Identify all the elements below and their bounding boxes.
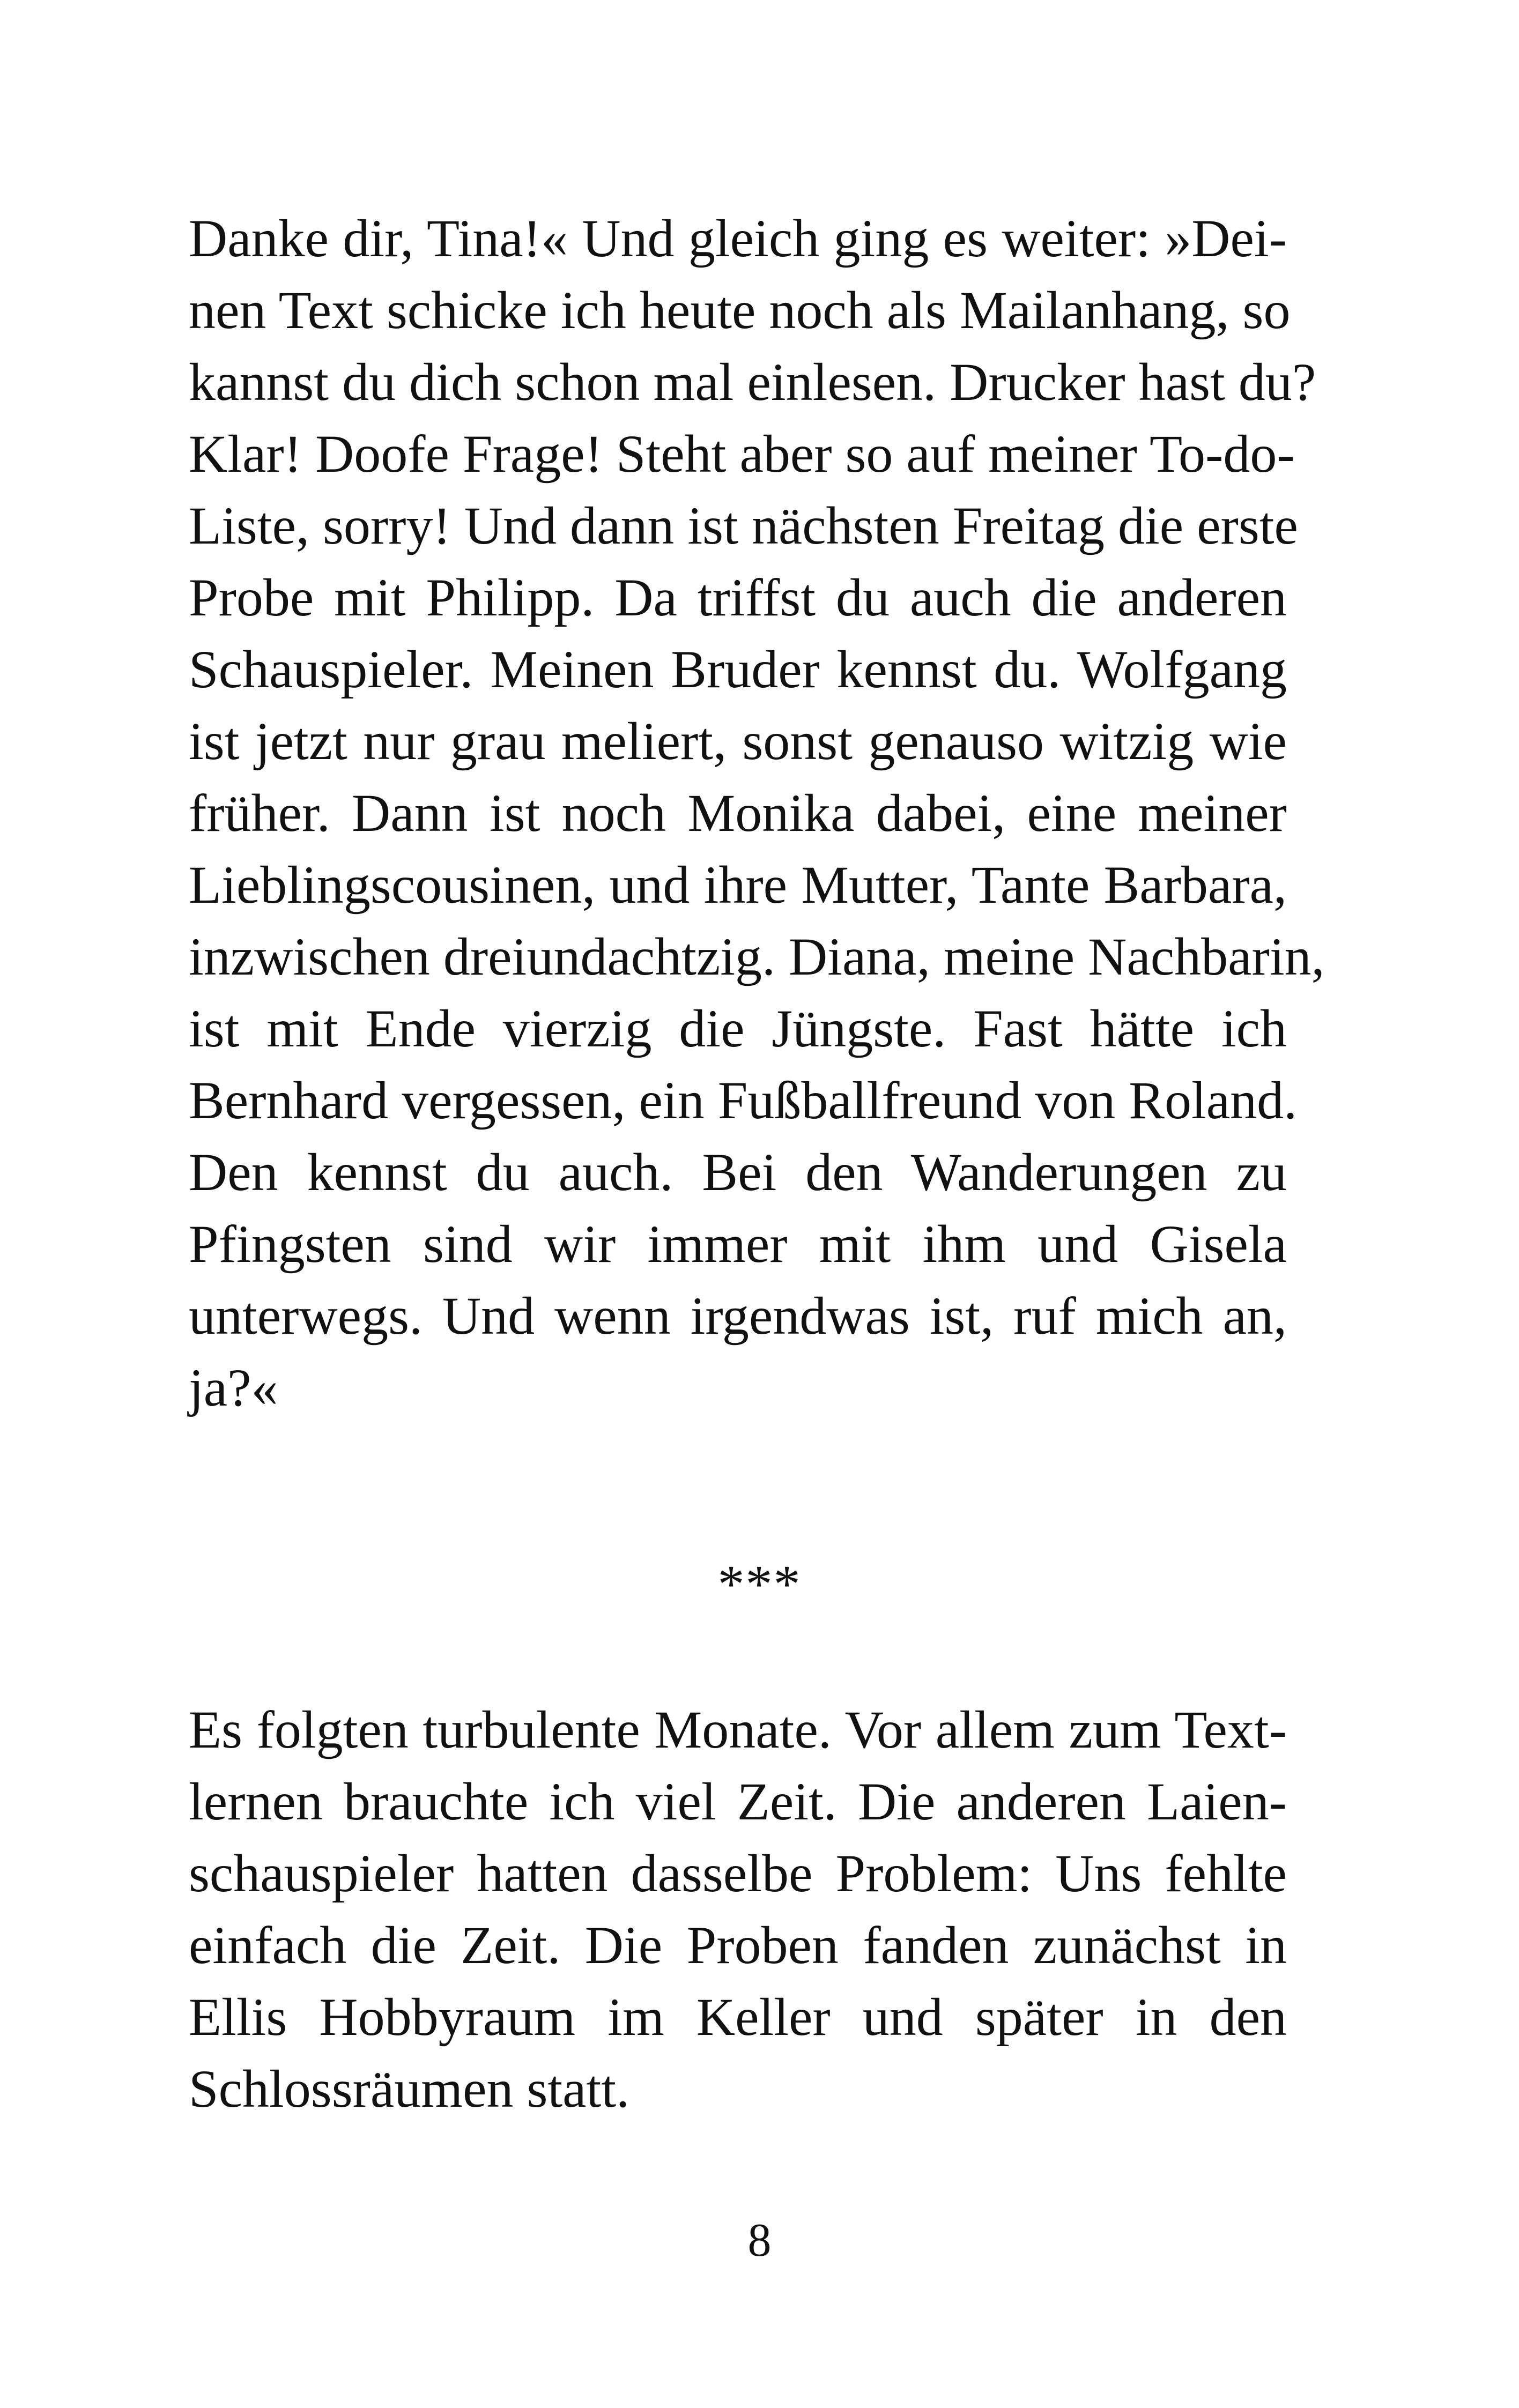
text-line: Es folgten turbulente Monate. Vor allem zum Text- — [189, 1700, 1287, 1759]
text-line: inzwischen dreiundachtzig. Diana, meine Nachbarin, — [189, 927, 1325, 986]
text-line: lernen brauchte ich viel Zeit. Die anderen Laien- — [189, 1772, 1287, 1831]
text-line: Lieblingscousinen, und ihre Mutter, Tante Barbara, — [189, 855, 1287, 915]
text-line: schauspieler hatten dasselbe Problem: Uns fehlte — [189, 1844, 1287, 1903]
text-line: Probe mit Philipp. Da triffst du auch die anderen — [189, 568, 1287, 627]
text-line: unterwegs. Und wenn irgendwas ist, ruf mich an, — [189, 1286, 1287, 1346]
page-number: 8 — [747, 2214, 772, 2266]
text-line: Schauspieler. Meinen Bruder kennst du. Wolfgang — [189, 640, 1287, 699]
text-line: einfach die Zeit. Die Proben fanden zunächst in — [189, 1915, 1287, 1975]
paragraph-1 — [189, 203, 1325, 1424]
text-line: Ellis Hobbyraum im Keller und später in den — [189, 1987, 1287, 2047]
text-line: Danke dir, Tina!« Und gleich ging es weiter: »Dei- — [189, 209, 1287, 268]
text-line: Klar! Doofe Frage! Steht aber so auf meiner To-do- — [189, 424, 1295, 484]
text-line: Liste, sorry! Und dann ist nächsten Freitag die erste — [189, 496, 1298, 555]
text-line: kannst du dich schon mal einlesen. Drucker hast du? — [189, 352, 1316, 412]
text-line: ist mit Ende vierzig die Jüngste. Fast hätte ich — [189, 999, 1287, 1058]
text-line: ist jetzt nur grau meliert, sonst genauso witzig wie — [189, 711, 1287, 771]
section-separator: *** — [717, 1554, 802, 1614]
text-line: Bernhard vergessen, ein Fußballfreund von Roland. — [189, 1071, 1298, 1130]
text-line: Schlossräumen statt. — [189, 2059, 630, 2119]
text-line: ja?« — [189, 1358, 278, 1417]
paragraph-2 — [189, 1694, 1287, 2125]
text-line: Pfingsten sind wir immer mit ihm und Gisela — [189, 1214, 1287, 1274]
text-line: nen Text schicke ich heute noch als Mailanhang, so — [189, 280, 1291, 340]
text-line: Den kennst du auch. Bei den Wanderungen zu — [189, 1142, 1287, 1202]
text-line: früher. Dann ist noch Monika dabei, eine meiner — [189, 783, 1287, 843]
